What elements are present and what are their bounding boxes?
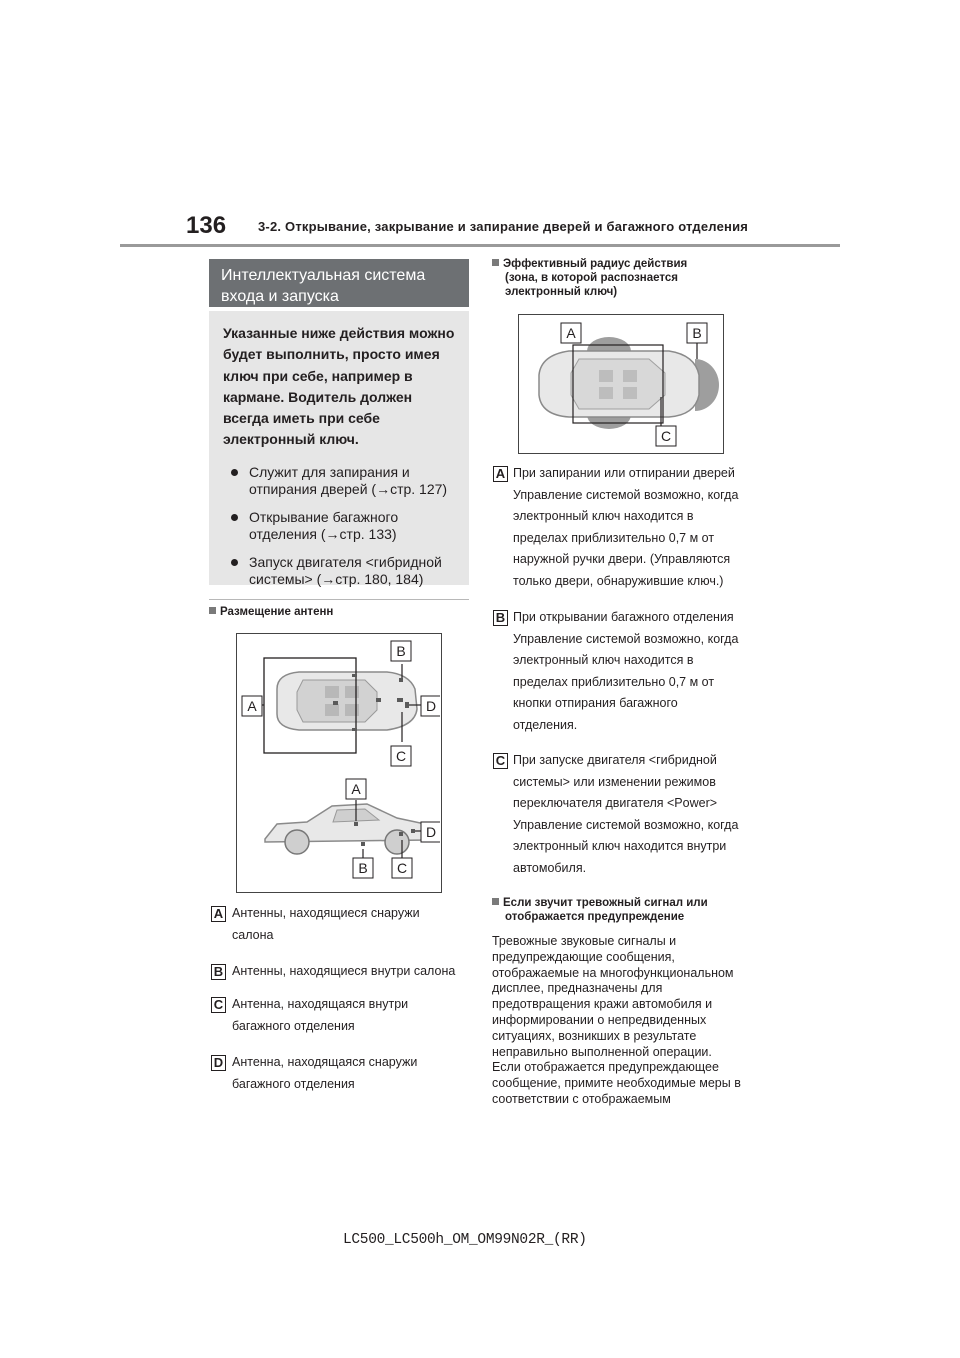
effective-range-figure [518,314,724,454]
bullet-dot-icon [231,514,238,521]
antenna-car-illustration [237,634,440,891]
intro-line: кармане. Водитель должен [223,388,413,405]
item-badge: D [211,1055,226,1071]
label-c-top: C [395,748,407,764]
range-heading-line: Эффективный радиус действия [492,257,687,271]
car-side-view [265,804,427,854]
bullet-item [223,509,455,544]
antenna-placement-figure [236,633,442,893]
item-badge: A [211,906,226,922]
document-code: LC500_LC500h_OM_OM99N02R_(RR) [343,1232,587,1248]
label-c-side: C [396,860,408,876]
antenna-item-d [232,1052,417,1095]
bullet-item [223,554,455,589]
bullet-line: Открывание багажного [249,508,399,525]
intro-line: электронный ключ. [223,431,359,448]
label-a-top: A [247,698,257,714]
square-bullet-icon [492,259,499,266]
range-item-b: При открывании багажного отделения Управление системой возможно, когда электронный ключ находится в пределах приблизительно 0,7 м от кнопки отпирания багажного отделения. [513,610,739,732]
label-d-side: D [425,824,437,840]
antenna-heading [209,605,333,619]
item-badge: C [211,997,226,1013]
item-badge: A [493,466,508,482]
alarm-heading-line: отображается предупреждение [505,911,685,923]
intro-line: всегда иметь при себе [223,410,380,427]
intro-line: ключ при себе, например в [223,367,413,384]
bullet-line: Служит для запирания и [249,463,410,480]
alarm-heading-line: Если звучит тревожный сигнал или [492,896,708,910]
range-item-c: При запуске двигателя <гибридной системы> или изменении режимов переключателя двигателя <Power> Управление системой возможно, когда электронный ключ находится внутри автомобиля. [513,753,739,875]
label-b-side: B [358,860,368,876]
section-title-line-1: Интеллектуальная система [221,267,426,284]
square-bullet-icon [209,607,216,614]
antenna-item-c [232,994,408,1037]
antenna-heading-text: Размещение антенн [220,606,334,618]
bullet-line: Запуск двигателя <гибридной [249,553,442,570]
bullet-line: отпирания дверей (→стр. 127) [249,481,448,498]
section-divider [209,599,469,600]
item-badge: B [493,610,508,626]
item-badge: C [493,753,508,769]
item-badge: B [211,964,226,980]
intro-text [223,323,455,451]
range-car-illustration [519,315,722,452]
label-b-top: B [396,643,406,659]
item-line: салона [232,927,274,942]
range-label-b: B [692,325,702,341]
header-rule [120,244,840,247]
item-line: Антенны, находящиеся внутри салона [232,964,456,978]
alarm-paragraph: Тревожные звуковые сигналы и предупреждающие сообщения, отображаемые на многофункциональном дисплее, предназначены для предотвращения кражи автомобиля и информировании о непредвиденных ситуациях, возникших в результате неправильно выполненной операции. Если отображается предупреждающее сообщение, примите необходимые меры в соответствии с отображаемым [492,934,741,1106]
bullet-line: отделения (→стр. 133) [249,526,397,543]
section-title-box [209,259,469,307]
intro-box [209,311,469,588]
item-line: багажного отделения [232,1076,355,1091]
section-title-line-2: входа и запуска [221,288,339,305]
intro-line: будет выполнить, просто имея [223,346,440,363]
alarm-heading [492,896,708,924]
bullet-item [223,464,455,499]
car-top-view [277,672,417,730]
range-label-a: A [566,325,576,341]
item-line: Антенны, находящиеся снаружи [232,906,420,920]
antenna-item-b [232,961,455,983]
bullet-line: системы> (→стр. 180, 184) [249,571,424,588]
page-number: 136 [186,212,227,239]
running-title: 3-2. Открывание, закрывание и запирание дверей и багажного отделения [258,219,749,234]
range-heading-line: электронный ключ) [505,286,618,298]
bullet-dot-icon [231,469,238,476]
label-a-side: A [351,781,361,797]
range-heading [492,257,687,299]
range-label-c: C [660,428,672,444]
intro-line: Указанные ниже действия можно [223,325,455,341]
range-heading-line: (зона, в которой распознается [505,272,678,284]
item-line: Антенна, находящаяся внутри [232,997,409,1011]
range-item-a: При запирании или отпирании дверей Управление системой возможно, когда электронный ключ находится в пределах приблизительно 0,7 м от наружной ручки двери. (Управляются только двери, обнаружившие ключ.) [513,466,739,588]
item-line: багажного отделения [232,1018,355,1033]
antenna-item-a [232,903,420,946]
bullet-dot-icon [231,559,238,566]
item-line: Антенна, находящаяся снаружи [232,1055,418,1069]
square-bullet-icon [492,898,499,905]
label-d-top: D [425,698,437,714]
